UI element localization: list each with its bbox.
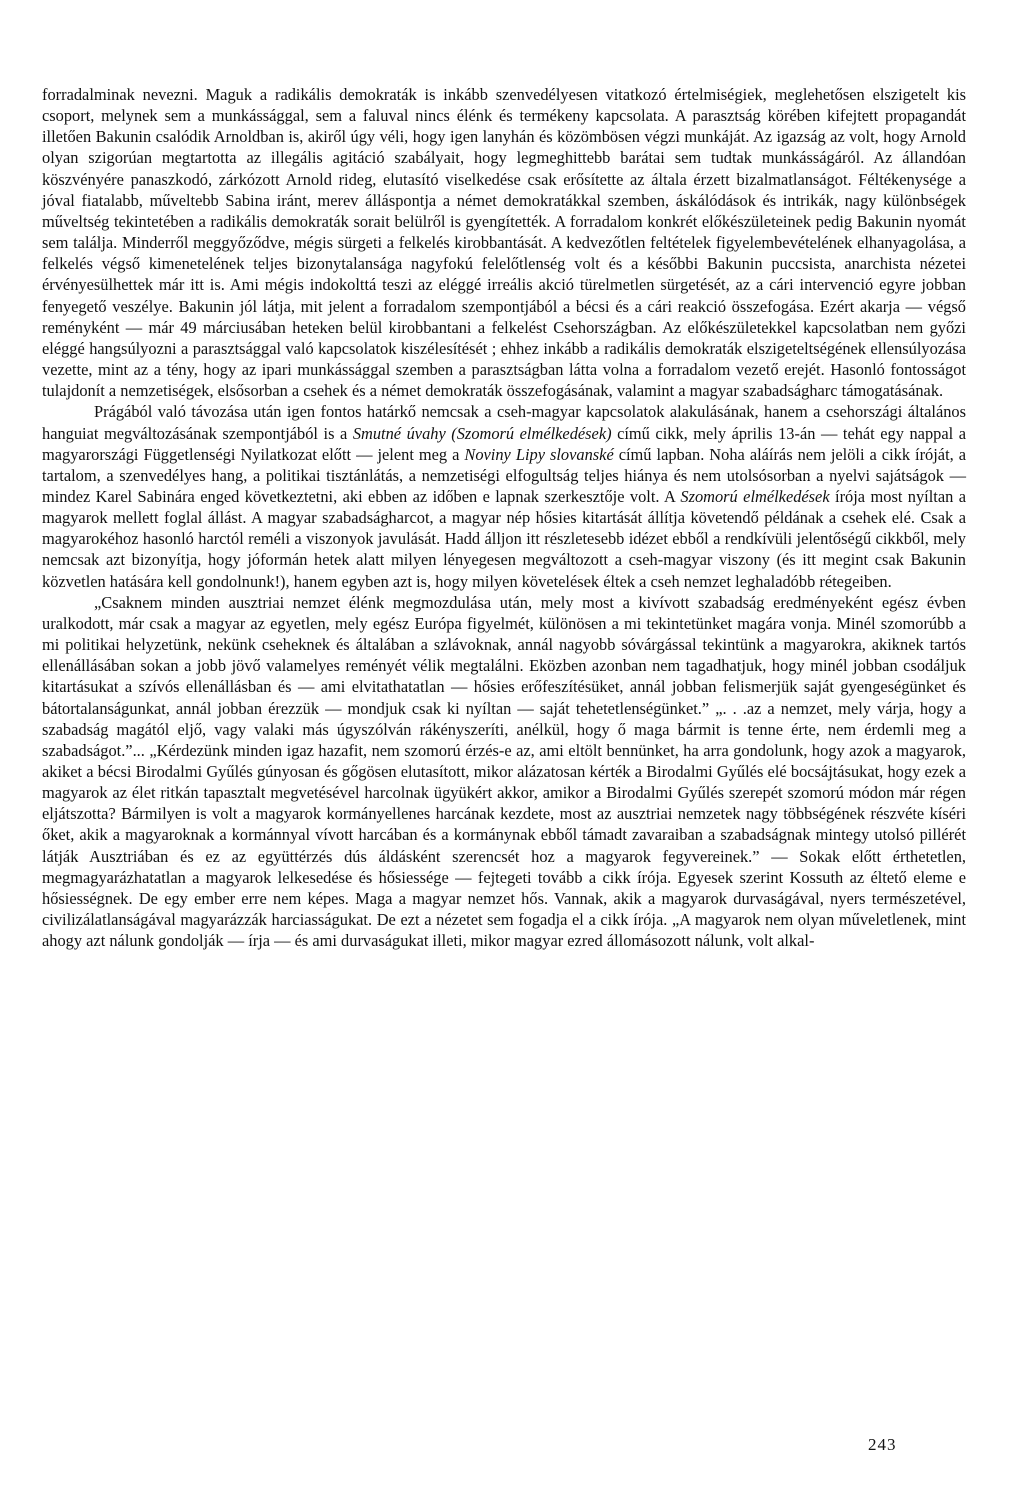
paragraph-1 <box>42 84 966 401</box>
paragraph-3 <box>42 592 966 952</box>
italic-title-run: Noviny Lipy slovanské <box>464 444 614 464</box>
italic-title-run: Szomorú elmélkedések <box>680 486 830 506</box>
text-run: „Csaknem minden ausztriai nemzet élénk megmozdulása után, mely most a kivívott szabadság eredményeként egész évben uralkodott, már csak a magyar az egyetlen, mely egész Európa figyelmét, különösen a mi tekintetünket magára vonja. Minél szomorúbb a mi politikai helyzetünk, nekünk cseheknek és általában a szlávoknak, annál nagyobb sóvárgással tekintünk a magyarokra, akiknek tartós ellenállásában sokan a jobb jövő valamelyes reményét vélik megtalálni. Eközben azonban nem tagadhatjuk, hogy minél jobban csodáljuk kitartásukat a szívós ellenállásban és — ami elvitathatatlan — hősies erőfeszítésüket, annál jobban felismerjük saját gyengeségünket és bátortalanságunkat, annál jobban érezzük — mondjuk csak ki nyíltan — saját tehetetlenségünket.” „. . .az a nemzet, mely várja, hogy a szabadság magától eljő, vagy valaki más úgyszólván rákényszeríti, anélkül, hogy ő maga bármit is tenne érte, nem érdemli meg a szabadságot.”... „Kérdezünk minden igaz hazafit, nem szomorú érzés-e az, ami eltölt bennünket, ha arra gondolunk, hogy azok a magyarok, akiket a bécsi Birodalmi Gyűlés gúnyosan és gőgösen elutasított, mikor alázatosan kérték a Birodalmi Gyűlés elé bocsájtásukat, hogy ezek a magyarok az élet ritkán tapasztalt megvetésével harcolnak ügyükért akkor, amikor a Birodalmi Gyűlés szerepét szomorú módon már régen eljátszotta? Bármilyen is volt a magyarok kormányellenes harcának kezdete, most az ausztriai nemzetek nagy többségének részvéte kíséri őket, akik a magyaroknak a kormánnyal vívott harcában és a kormánynak ebből támadt zavaraiban a szabadságnak mintegy utolsó pillérét látják Ausztriában és ez az együttérzés dús áldásként szerencsét hoz a magyarok fegyvereinek.” — Sokak előtt érthetetlen, megmagyarázhatatlan a magyarok lelkesedése és hősiessége — fejtegeti tovább a cikk írója. Egyesek szerint Kossuth az éltető eleme e hősiességnek. De egy ember erre nem képes. Maga a magyar nemzet hős. Vannak, akik a magyarok durvaságával, nyers természetével, civilizálatlanságával magyarázzák harciasságukat. De ezt a nézetet sem fogadja el a cikk írója. „A magyarok nem olyan műveletlenek, mint ahogy azt nálunk gondolják — írja — és ami durvaságukat illeti, mikor magyar ezred állomásozott nálunk, volt alkal- <box>42 592 966 951</box>
paragraph-2 <box>42 401 966 591</box>
document-page <box>42 84 966 951</box>
text-run: forradalminak nevezni. Maguk a radikális demokraták is inkább szenvedélyesen vitatkozó értelmiségiek, meglehetősen elszigetelt kis csoport, melynek sem a munkássággal, sem a faluval nincs élénk és termékeny kapcsolata. A parasztság körében kifejtett propagandát illetően Bakunin csalódik Arnoldban is, akiről úgy véli, hogy igen lanyhán és közömbösen végzi munkáját. Az igazság az volt, hogy Arnold olyan szigorúan megtartotta az illegális agitáció szabályait, hogy legmeghittebb barátai sem tudtak munkásságáról. Az állandóan köszvényére panaszkodó, zárkózott Arnold rideg, elutasító viselkedése csak erősítette az általa érzett bizalmatlanságot. Féltékenysége a jóval fiatalabb, műveltebb Sabina iránt, merev álláspontja a német demokratákkal szemben, áskálódások és intrikák, nagy különbségek műveltség tekintetében a radikális demokraták sorait belülről is gyengítették. A forradalom konkrét előkészületeinek pedig Bakunin nyomát sem találja. Minderről meggyőződve, mégis sürgeti a felkelés kirobbantását. A kedvezőtlen feltételek figyelembevételének elhanyagolása, a felkelés végső kimenetelének teljes bizonytalansága nagyfokú felelőtlenség volt és a későbbi Bakunin puccsista, anarchista nézetei érvényesülhettek már itt is. Ami mégis indokolttá teszi az eléggé irreális akció türelmetlen sürgetését, az a cári intervenció egyre jobban fenyegető veszélye. Bakunin jól látja, mit jelent a forradalom szempontjából a bécsi és a cári reakció összefogása. Ezért akarja — végső reményként — már 49 márciusában heteken belül kirobbantani a felkelést Csehországban. Az előkészületekkel kapcsolatban nem győzi eléggé hangsúlyozni a parasztsággal való kapcsolatok kiszélesítését ; ehhez inkább a radikális demokraták elszigeteltségének ellensúlyozása vezette, mint az a tény, hogy az ipari munkássággal szemben a parasztságban látta volna a forradalom vezető erejét. Hasonló fontosságot tulajdonít a nemzetiségek, elsősorban a csehek és a német demokraták összefogásának, valamint a magyar szabadságharc támogatásának. <box>42 85 966 401</box>
text-run: írója most nyíltan a magyarok mellett foglal állást. A magyar szabadságharcot, a magyar nép hősies kitartását állítja követendő példának a csehek elé. Csak a magyarokéhoz hasonló harctól reméli a viszonyok javulását. Hadd álljon itt részletesebb idézet ebből a rendkívüli jelentőségű cikkből, mely nemcsak azt bizonyítja, hogy jóformán hetek alatt milyen lényegesen megváltozott a cseh-magyar viszony (és itt megint csak Bakunin közvetlen hatására kell gondolnunk!), hanem egyben azt is, hogy milyen követelések éltek a cseh nemzet leghaladóbb rétegeiben. <box>42 486 967 591</box>
page-number: 243 <box>868 1435 897 1454</box>
text-run: című lapban. Noha aláírás nem jelöli a cikk íróját, a tartalom, a szenvedélyes hang, a politikai tisztánlátás, a nemzetiségi elfogultság teljes hiánya és nem utolsósorban a nyelvi sajátságok — mindez Karel Sabinára enged következtetni, aki ebben az időben e lapnak szerkesztője volt. A <box>42 444 967 506</box>
text-run: Prágából való távozása után igen fontos határkő nemcsak a cseh-magyar kapcsolatok alakulásának, hanem a csehországi általános hanguiat megváltozásának szempontjából is a <box>42 402 966 443</box>
italic-title-run: Smutné úvahy (Szomorú elmélkedések) <box>352 423 612 443</box>
text-run: című cikk, mely április 13-án — tehát egy nappal a magyarországi Függetlenségi Nyilatkozat előtt — jelent meg a <box>42 423 966 464</box>
